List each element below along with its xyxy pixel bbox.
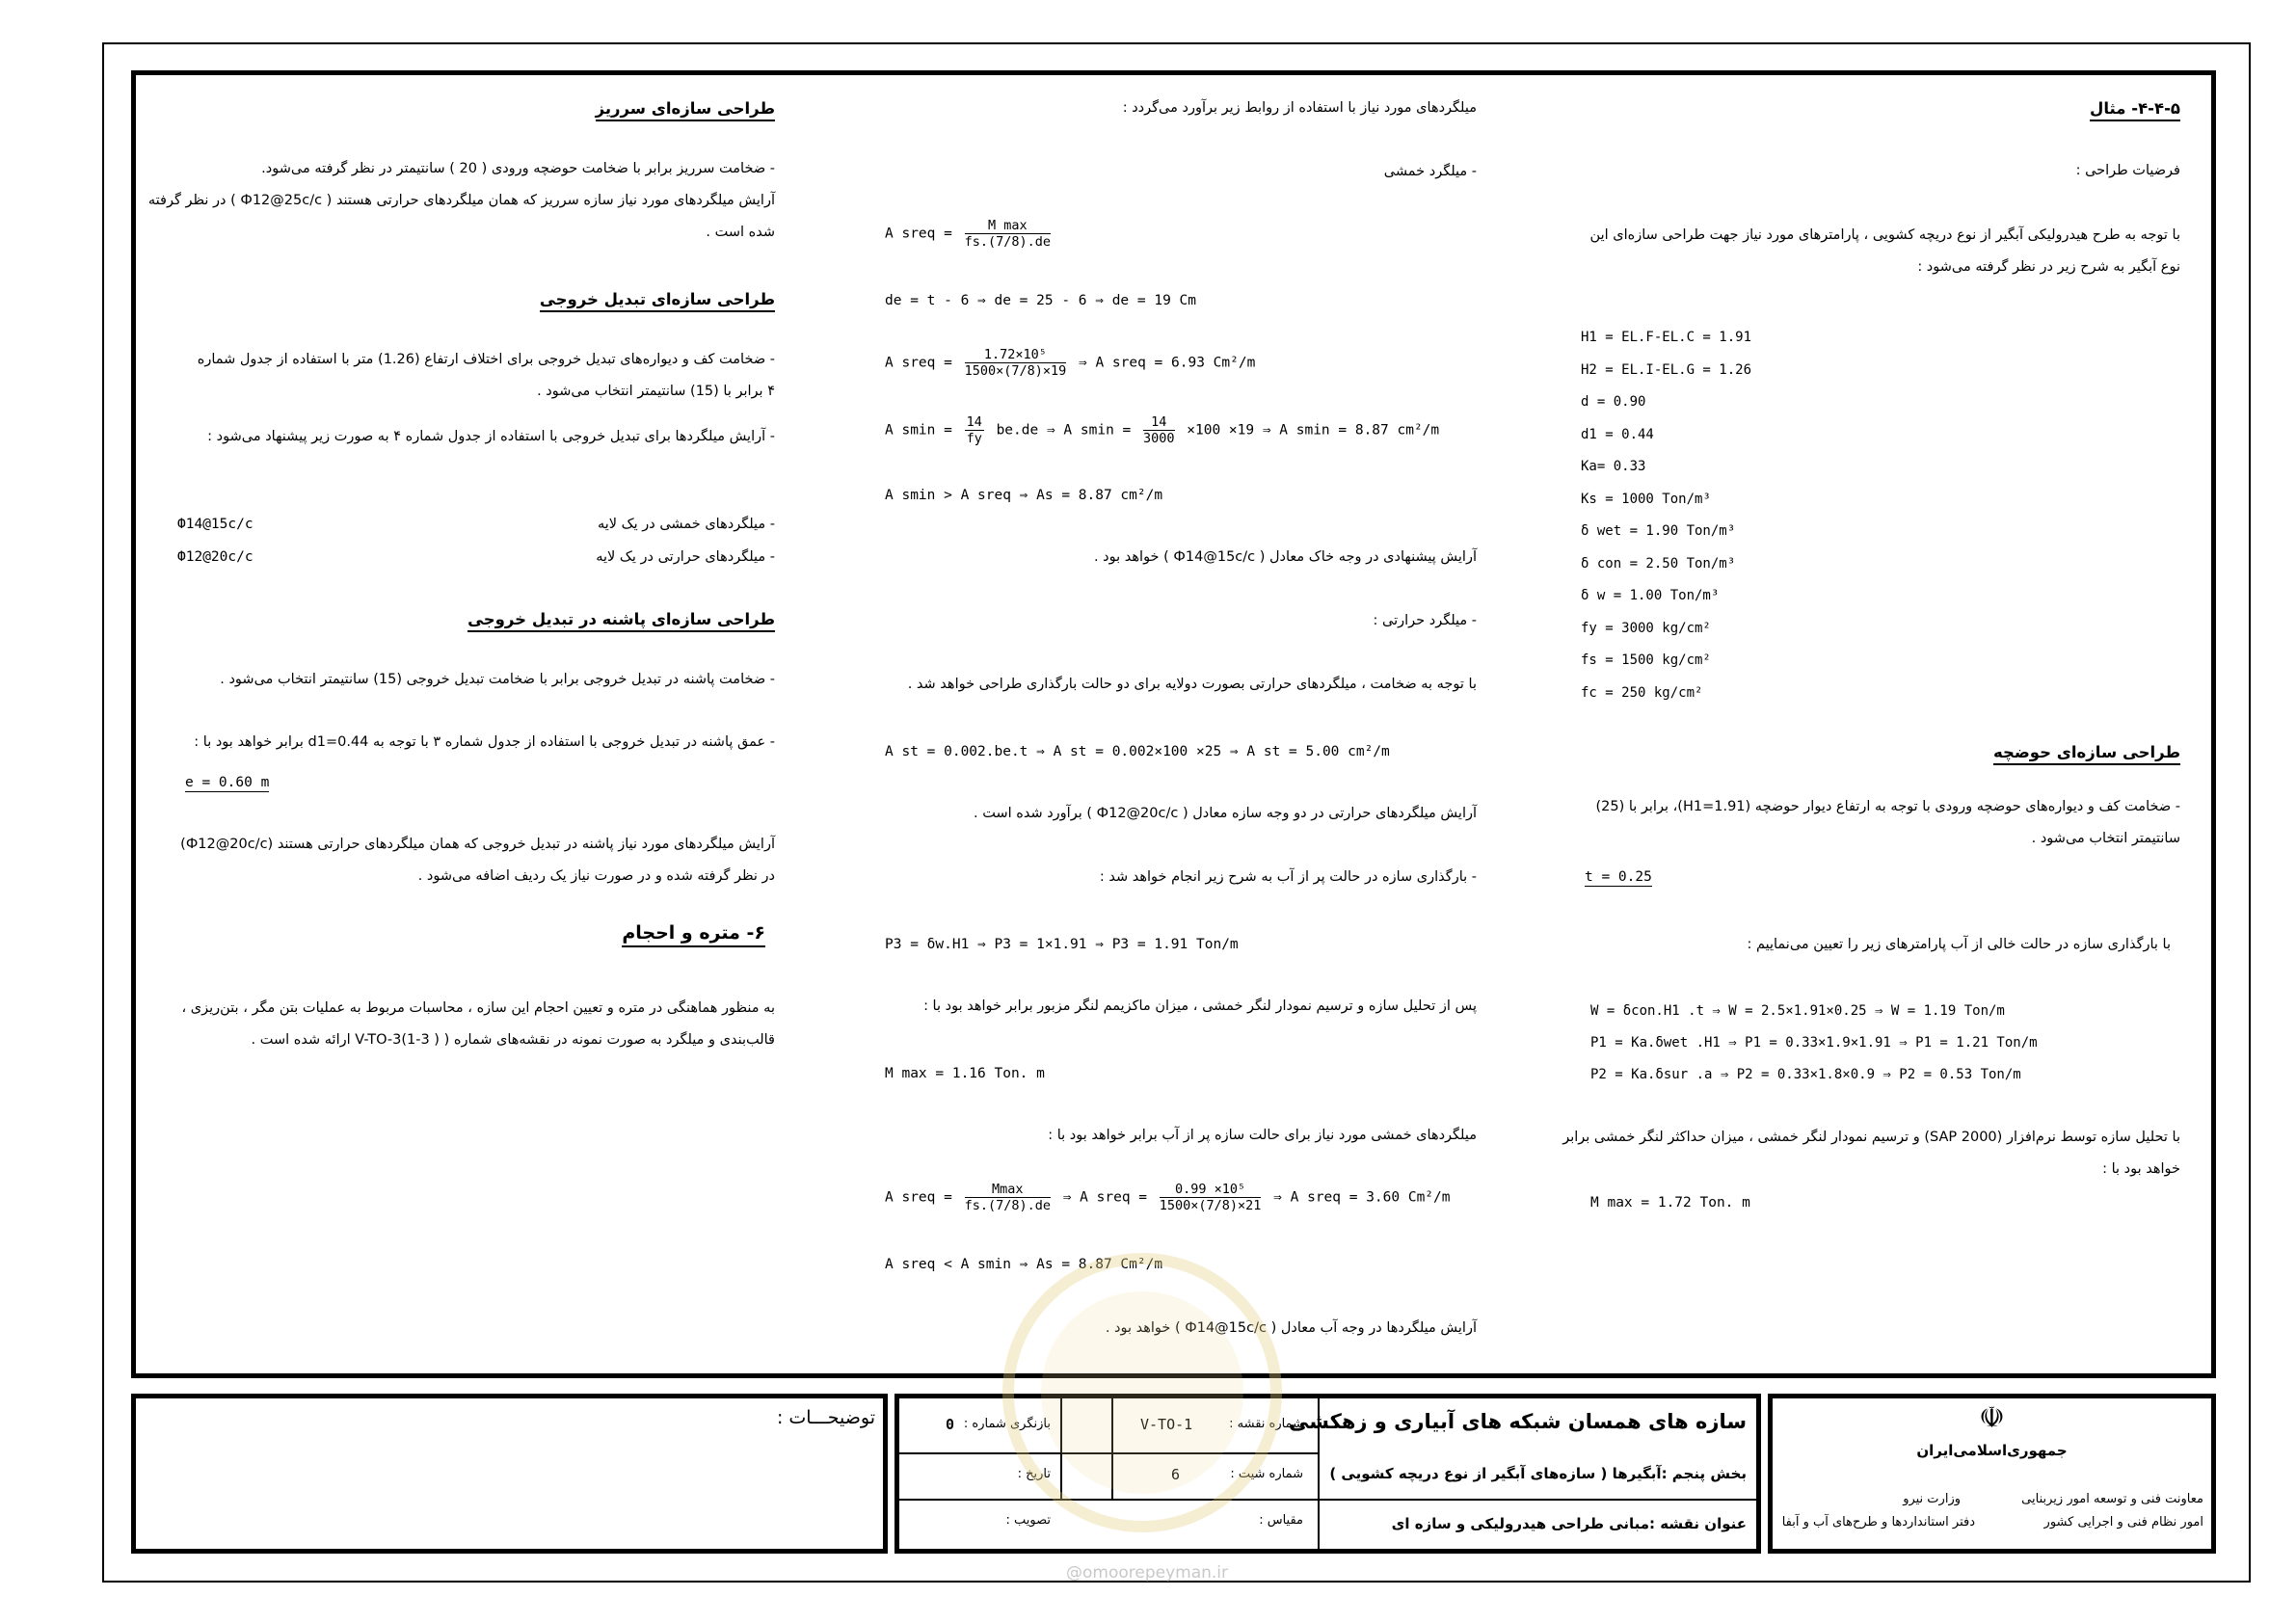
intro-line-2: نوع آبگیر به شرح زیر در نظر گرفته می‌شود : — [1917, 259, 2180, 275]
spill-heading: طراحی سازه‌ای سرریز — [596, 99, 775, 121]
load-w: W = δcon.H1 .t ⇒ W = 2.5×1.91×0.25 ⇒ W = 1.19 Ton/m — [1590, 1003, 2005, 1019]
param-fc: fc = 250 kg/cm² — [1581, 684, 1703, 701]
param-d: d = 0.90 — [1581, 394, 1646, 410]
sap-section — [1544, 1122, 2180, 1185]
water-face-text: آرایش میلگردها در وجه آب معادل ( Ф14@15c/c ) خواهد بود . — [1105, 1320, 1477, 1336]
eq-asreq-1: A sreq = $\frac{\text{M max}}{fs.(7/8).de}$ — [885, 218, 1051, 250]
load-p2: P2 = Ka.δsur .a ⇒ P2 = 0.33×1.8×0.9 ⇒ P2 = 0.53 Ton/m — [1590, 1067, 2021, 1082]
transition-heading: طراحی سازه‌ای تبدیل خروجی — [540, 290, 775, 312]
heel-line-1: - ضخامت پاشنه در تبدیل خروجی برابر با ضخامت تبدیل خروجی (15) سانتیمتر انتخاب می‌شود . — [220, 672, 775, 687]
transition-line-3: - آرایش میلگردها برای تبدیل خروجی با استفاده از جدول شماره ۴ به صورت زیر پیشنهاد می‌شود : — [207, 429, 775, 444]
country-name: جمهوری‌اسلامی‌ایران — [1916, 1442, 2068, 1459]
assumptions-label: فرضیات طراحی : — [2075, 163, 2180, 178]
notes-label: توضیحـــات : — [776, 1407, 875, 1428]
temp-desc: با توجه به ضخامت ، میلگردهای حرارتی بصورت دولایه برای دو حالت بارگذاری طراحی خواهد شد . — [907, 677, 1477, 692]
ministry: وزارت نیرو — [1903, 1492, 1961, 1506]
basin-line-2: سانتیمتر انتخاب می‌شود . — [2031, 831, 2180, 846]
watermark-text: @omoorepeyman.ir — [1065, 1563, 1229, 1583]
heel-extra — [158, 829, 775, 892]
temp-result: آرایش میلگردهای حرارتی در دو وجه سازه معادل ( Ф12@20c/c ) برآورد شده است . — [974, 806, 1477, 821]
org-affairs: امور نظام فنی و اجرایی کشور — [2043, 1515, 2203, 1530]
sap-line-1: با تحلیل سازه توسط نرم‌افزار (SAP 2000) و ترسیم نمودار لنگر خمشی ، میزان حداکثر لنگر خمشی برابر — [1562, 1130, 2180, 1145]
sap-line-2: خواهد بود با : — [2102, 1161, 2180, 1177]
heel-section — [158, 603, 775, 758]
main-title: سازه های همسان شبکه های آبیاری و زهکشی — [1289, 1410, 1747, 1433]
drawing-title: عنوان نقشه :مبانی طراحی هیدرولیکی و سازه ای — [1391, 1515, 1747, 1532]
basin-heading: طراحی سازه‌ای حوضچه — [1993, 743, 2180, 765]
basin-section — [1554, 736, 2180, 855]
bar1-label: - میلگردهای خمشی در یک لایه — [597, 517, 775, 532]
flex-label: - میلگرد خمشی — [1383, 164, 1477, 179]
design-parameters — [1581, 322, 1751, 709]
approval-label: تصویب : — [1005, 1513, 1051, 1528]
qty-line-2: قالب‌بندی و میلگرد به صورت نمونه در نقشه‌های شماره ( V-TO-3(1-3 ) ارائه شده است . — [251, 1032, 775, 1048]
empty-load-text: با بارگذاری سازه در حالت خالی از آب پارامترهای زیر را تعیین می‌نماییم : — [1747, 937, 2171, 952]
param-delta-wet: δ wet = 1.90 Ton/m³ — [1581, 523, 1736, 539]
mid-intro: میلگردهای مورد نیاز با استفاده از روابط زیر برآورد می‌گردد : — [1122, 100, 1477, 116]
eq-compare-2: A sreq < A smin ⇒ As = 8.87 Cm²/m — [885, 1257, 1163, 1272]
qty-heading-wrap — [476, 918, 765, 951]
emblem-icon: ☫ — [1979, 1401, 2005, 1435]
eq-de: de = t - 6 ⇒ de = 25 - 6 ⇒ de = 19 Cm — [885, 293, 1197, 308]
heel-heading: طراحی سازه‌ای پاشنه در تبدیل خروجی — [467, 610, 775, 632]
full-flex-text: میلگردهای خمشی مورد نیاز برای حالت سازه پر از آب برابر خواهد بود با : — [1048, 1128, 1477, 1143]
spill-line-2: آرایش میلگردهای مورد نیاز سازه سرریز که همان میلگردهای حرارتی هستند ( Ф12@25c/c ) در نظر گرفته — [147, 193, 775, 208]
heel-line-2: - عمق پاشنه در تبدیل خروجی با استفاده از جدول شماره ۳ با توجه به d1=0.44 برابر خواهد بود با : — [194, 734, 775, 750]
scale-label: مقیاس : — [1259, 1513, 1303, 1528]
eq-asmin: A smin = $\frac{14}{fy}$ be.de ⇒ A smin = $\frac{14}{3000}$ ×100 ×19 ⇒ A smin = 8.87 cm²/m — [885, 414, 1440, 446]
param-h2: H2 = EL.I-EL.G = 1.26 — [1581, 361, 1752, 378]
qty-heading: ۶- متره و احجام — [622, 922, 765, 947]
sheet-no-label: شماره نقشه : — [1229, 1417, 1303, 1431]
param-ks: Ks = 1000 Ton/m³ — [1581, 491, 1711, 507]
transition-section — [158, 283, 775, 453]
right-column — [1589, 93, 2180, 283]
spill-section — [147, 93, 775, 249]
full-load-text: - بارگذاری سازه در حالت پر از آب به شرح زیر انجام خواهد شد : — [1099, 869, 1477, 885]
notes-box — [131, 1394, 888, 1554]
sheet-count-label: شماره شیت : — [1230, 1467, 1303, 1481]
param-ka: Ka= 0.33 — [1581, 459, 1646, 474]
qty-line-1: به منظور هماهنگی در متره و تعیین احجام این سازه ، محاسبات مربوط به عملیات بتن مگر ، بتن‌ریزی ، — [181, 1000, 775, 1016]
transition-line-1: - ضخامت کف و دیواره‌های تبدیل خروجی برای اختلاف ارتفاع (1.26) متر با استفاده از جدول شماره — [197, 352, 775, 367]
date-label: تاریخ : — [1017, 1467, 1051, 1481]
spill-line-3: شده است . — [706, 225, 775, 240]
qty-section — [158, 993, 775, 1056]
transition-line-2: ۴ برابر با (15) سانتیمتر انتخاب می‌شود . — [537, 384, 775, 399]
analysis-text: پس از تحلیل سازه و ترسیم نمودار لنگر خمشی ، میزان ماکزیمم لنگر مزبور برابر خواهد بود با : — [923, 998, 1477, 1014]
mmax-mid: M max = 1.16 Ton. m — [885, 1066, 1045, 1081]
section-title: بخش پنجم :آبگیرها ( سازه‌های آبگیر از نوع دریچه کشویی ) — [1329, 1465, 1747, 1482]
e-value: e = 0.60 m — [185, 775, 270, 790]
load-p1: P1 = Ka.δwet .H1 ⇒ P1 = 0.33×1.9×1.91 ⇒ P1 = 1.21 Ton/m — [1590, 1035, 2038, 1051]
eq-compare-1: A smin > A sreq ⇒ As = 8.87 cm²/m — [885, 488, 1163, 503]
org-block — [1768, 1394, 2216, 1554]
spill-line-1: - ضخامت سرریز برابر با ضخامت حوضچه ورودی ( 20 ) سانتیمتر در نظر گرفته می‌شود. — [261, 161, 775, 176]
example-heading: ۴-۴-۵- مثال — [2090, 99, 2180, 121]
param-d1: d1 = 0.44 — [1581, 426, 1654, 442]
temp-label: - میلگرد حرارتی : — [1373, 613, 1477, 628]
soil-face-text: آرایش پیشنهادی در وجه خاک معادل ( Ф14@15c/c ) خواهد بود . — [1093, 549, 1477, 565]
revision-label: بازنگری شماره : — [963, 1417, 1051, 1431]
sheet-count: 6 — [1171, 1466, 1181, 1483]
org-deputy: معاونت فنی و توسعه امور زیربنایی — [2021, 1492, 2203, 1506]
param-delta-con: δ con = 2.50 Ton/m³ — [1581, 555, 1736, 572]
param-delta-w: δ w = 1.00 Ton/m³ — [1581, 588, 1720, 603]
bar1-value: Ф14@15c/c — [177, 517, 254, 532]
param-fy: fy = 3000 kg/cm² — [1581, 620, 1711, 636]
eq-asreq-3: A sreq = $\frac{Mmax}{fs.(7/8).de}$ ⇒ A sreq = $\frac{\text{0.99 ×10⁵}}{1500\times(7/8)\times 21}$ ⇒ A sreq = 3.60 Cm²/m — [885, 1182, 1451, 1213]
mmax-right: M max = 1.72 Ton. m — [1590, 1195, 1750, 1211]
revision-value: 0 — [946, 1416, 955, 1433]
param-h1: H1 = EL.F-EL.C = 1.91 — [1581, 330, 1752, 345]
heel-line-3: آرایش میلگردهای مورد نیاز پاشنه در تبدیل خروجی که همان میلگردهای حرارتی هستند (Ф12@20c/c) — [180, 837, 775, 852]
sheet-no: V-TO-1 — [1140, 1416, 1193, 1433]
basin-line-1: - ضخامت کف و دیواره‌های حوضچه ورودی با توجه به ارتفاع دیوار حوضچه (H1=1.91)، برابر با (25) — [1595, 799, 2180, 814]
eq-ast: A st = 0.002.be.t ⇒ A st = 0.002×100 ×25 ⇒ A st = 5.00 cm²/m — [885, 744, 1390, 759]
param-fs: fs = 1500 kg/cm² — [1581, 652, 1711, 668]
load-equations — [1590, 996, 2038, 1091]
heel-line-4: در نظر گرفته شده و در صورت نیاز یک ردیف اضافه می‌شود . — [417, 868, 775, 884]
bar2-value: Ф12@20c/c — [177, 549, 254, 565]
eq-p3: P3 = δw.H1 ⇒ P3 = 1×1.91 ⇒ P3 = 1.91 Ton/m — [885, 937, 1239, 952]
standards-office: دفتر استانداردها و طرح‌های آب و آبفا — [1781, 1515, 1975, 1530]
t-value: t = 0.25 — [1585, 869, 1652, 885]
eq-asreq-2: A sreq = $\frac{\text{1.72×10⁵}}{1500\times(7/8)\times 19}$ ⇒ A sreq = 6.93 Cm²/m — [885, 347, 1256, 379]
bar2-label: - میلگردهای حرارتی در یک لایه — [596, 549, 775, 565]
watermark-seal-inner-icon — [1041, 1291, 1243, 1494]
intro-line-1: با توجه به طرح هیدرولیکی آبگیر از نوع دریچه کشویی ، پارامترهای مورد نیاز جهت طراحی سازه‌ای این — [1589, 227, 2180, 243]
